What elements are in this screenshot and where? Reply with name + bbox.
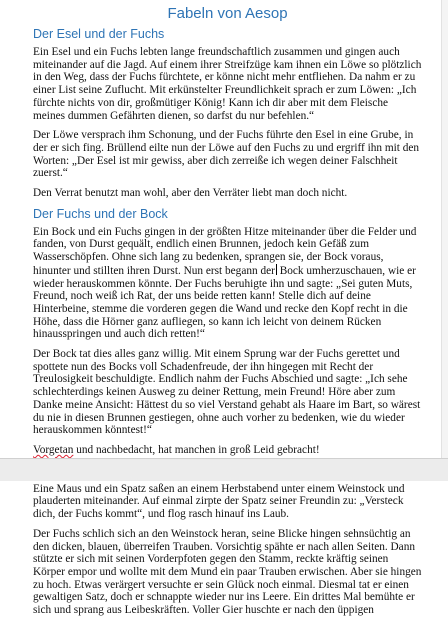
paragraph: Der Bock tat dies alles ganz willig. Mit einem Sprung war der Fuchs gerettet und spottete nun des Bocks voll Schadenfreude, der ihn hingegen mit Recht der Treulosigkeit beschuldigte. Endlich nahm der Fuchs Abschied und sagte: „Ich sehe schlechterdings keinen Ausweg zu deiner Rettung, mein Freund! Höre aber zum Danke meine Ansicht: Hättest du so viel Verstand gehabt als Haare im Bart, so wärest du nie in diesen Brunnen gestiegen, ohne auch vorher zu bedenken, wie du wieder herauskommen könntest!“ <box>33 348 421 437</box>
vertical-scrollbar[interactable] <box>441 0 448 458</box>
section-heading-fuchs-bock: Der Fuchs und der Bock <box>33 206 168 221</box>
paragraph: Den Verrat benutzt man wohl, aber den Verräter liebt man doch nicht. <box>33 187 348 200</box>
paragraph: Eine Maus und ein Spatz saßen an einem Herbstabend unter einem Weinstock und plauderten miteinander. Auf einmal zirpte der Spatz seiner Freundin zu: „Versteck dich, der Fuchs kommt“, und flog rasch hinauf ins Laub. <box>33 482 405 521</box>
paragraph <box>33 444 422 457</box>
paragraph: Der Löwe versprach ihm Schonung, und der Fuchs führte den Esel in eine Grube, in der er sich fing. Brüllend eilte nun der Löwe auf den Fuchs zu und ergriff ihn mit den Worten: „Der Esel ist mir gewiss, aber dich zerreiße ich wegen deiner Falschheit zuerst.“ <box>33 129 420 180</box>
section-heading-esel-fuchs: Der Esel und der Fuchs <box>33 27 165 41</box>
document-title: Fabeln von Aesop <box>167 5 288 22</box>
paragraph: Der Fuchs schlich sich an den Weinstock heran, seine Blicke hingen sehnsüchtig an den dicken, blauen, überreifen Trauben. Vorsichtig spähte er nach allen Seiten. Dann stützte er sich mit seinen Vorderpfoten gegen den Stamm, reckte kräftig seinen Körper empor und wollte mit dem Mund ein paar Trauben erwischen. Aber sie hingen zu hoch. Etwas verärgert versuchte er sein Glück noch einmal. Diesmal tat er einen gewaltigen Satz, doch er schnappte wieder nur ins Leere. Ein drittes Mal bemühte er sich und sprang aus Leibeskräften. Voller Gier huschte er nach den üppigen <box>33 527 422 617</box>
spelling-error-word[interactable]: Vorgetan <box>33 443 74 456</box>
paragraph-text: und nachbedacht, hat manchen in groß Leid gebracht! <box>73 443 320 456</box>
paragraph <box>33 226 422 341</box>
paragraph: Ein Esel und ein Fuchs lebten lange freundschaftlich zusammen und gingen auch miteinander auf die Jagd. Auf einem ihrer Streifzüge kam ihnen ein Löwe so plötzlich in den Weg, dass der Fuchs fürchtete, er könne nicht mehr entfliehen. Da nahm er zu einer List seine Zuflucht. Mit erkünstelter Freundlichkeit sprach er zum Löwen: „Ich fürchte nichts von dir, großmütiger König! Kann ich dir aber mit dem Fleische meines dummen Gefährten dienen, so darfst du nur befehlen.“ <box>33 46 422 122</box>
paragraph-text: Bock umherzuschauen, wie er wieder herauskommen könnte. Der Fuchs beruhigte ihn und sagte: „Sei guten Muts, Freund, noch weiß ich Rat, der uns beide retten kann! Stelle dich auf deine Hinterbeine, stemme die vorderen gegen die Wand und recke den Kopf recht in die Höhe, dass die Hörner ganz aufliegen, so kann ich leicht von deinem Rücken hinausspringen und auch dich retten!“ <box>33 264 416 341</box>
paragraph-text: Ein Bock und ein Fuchs gingen in der größten Hitze miteinander über die Felder und fanden, von Durst gequält, endlich einen Brunnen, jedoch kein Gefäß zum Wasserschöpfen. Ohne sich lang zu bedenken, sprangen sie, der Bock voraus, hinunter und stillten ihren Durst. Nun erst begann der <box>33 225 417 277</box>
status-bar <box>0 458 448 481</box>
text-cursor <box>276 264 277 275</box>
